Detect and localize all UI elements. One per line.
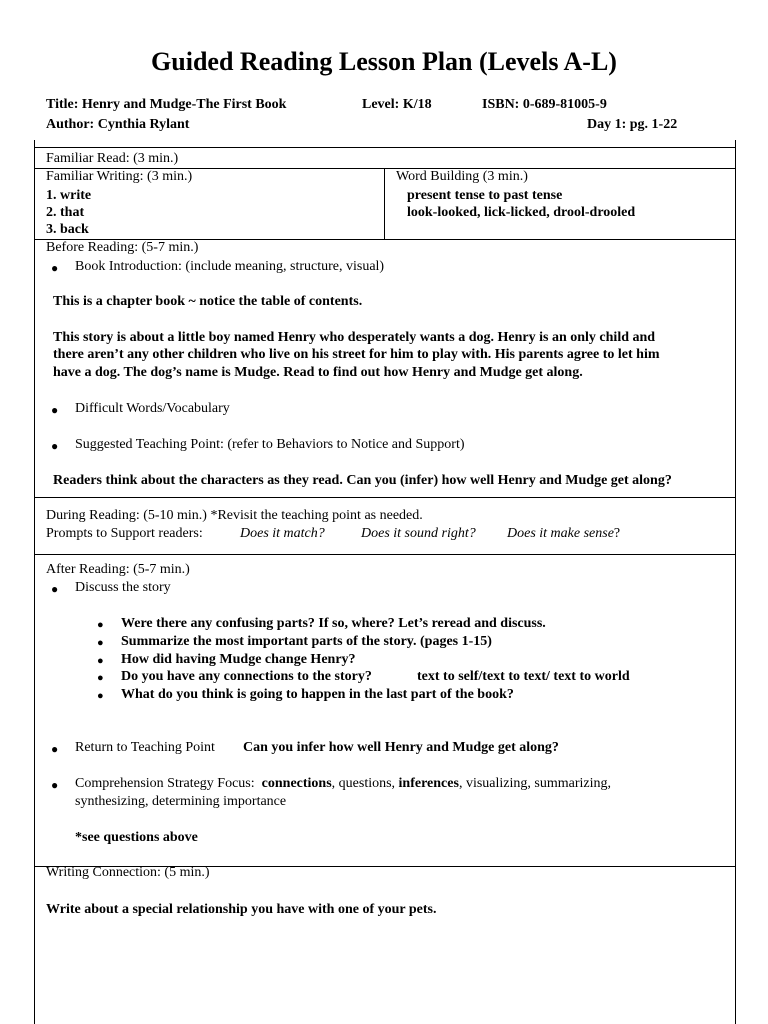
bullet: ● — [51, 261, 59, 275]
table-rule — [34, 497, 735, 498]
sub-bullet: ● — [97, 655, 104, 667]
story-summary-line: there aren’t any other children who live on his street for him to play with. His parents agree to let him — [53, 347, 660, 362]
bullet: ● — [51, 403, 59, 417]
discussion-question: What do you think is going to happen in the last part of the book? — [121, 687, 514, 702]
sub-bullet: ● — [97, 619, 104, 631]
prompt: Does it match? — [240, 526, 325, 541]
discussion-question: Were there any confusing parts? If so, where? Let’s reread and discuss. — [121, 616, 546, 631]
story-summary-line: This story is about a little boy named Henry who desperately wants a dog. Henry is an only child and — [53, 330, 656, 345]
header-title: Title: Henry and Mudge-The First Book — [46, 97, 287, 112]
bullet: ● — [51, 582, 59, 596]
prompt: Does it make sense? — [507, 526, 621, 541]
table-rule — [34, 554, 735, 555]
difficult-words: Difficult Words/Vocabulary — [75, 401, 230, 416]
header-level: Level: K/18 — [362, 97, 432, 112]
discussion-question: Summarize the most important parts of the story. (pages 1-15) — [121, 634, 492, 649]
return-question: Can you infer how well Henry and Mudge get along? — [243, 740, 559, 755]
strategy-focus-line2: synthesizing, determining importance — [75, 794, 287, 809]
chapter-note: This is a chapter book ~ notice the table of contents. — [53, 294, 363, 309]
familiar-read-label: Familiar Read: (3 min.) — [46, 151, 179, 166]
header-author: Author: Cynthia Rylant — [46, 117, 190, 132]
prompts-label: Prompts to Support readers: — [46, 526, 203, 541]
connections-types: text to self/text to text/ text to world — [417, 669, 630, 684]
after-reading-label: After Reading: (5-7 min.) — [46, 562, 190, 577]
teaching-point: Suggested Teaching Point: (refer to Behaviors to Notice and Support) — [75, 437, 465, 452]
discussion-question: How did having Mudge change Henry? — [121, 652, 356, 667]
bullet: ● — [51, 742, 59, 756]
page-title: Guided Reading Lesson Plan (Levels A-L) — [151, 47, 617, 76]
strategy-focus: Comprehension Strategy Focus: connections, questions, inferences, visualizing, summarizing, — [75, 776, 611, 791]
sub-bullet: ● — [97, 637, 104, 649]
header-isbn: ISBN: 0-689-81005-9 — [482, 97, 607, 112]
see-questions-note: *see questions above — [75, 830, 198, 845]
word-building-label: Word Building (3 min.) — [396, 169, 528, 184]
word-building-line: present tense to past tense — [407, 188, 563, 203]
return-teaching-point: Return to Teaching Point — [75, 740, 215, 755]
discussion-question: Do you have any connections to the story? — [121, 669, 372, 684]
table-divider — [384, 168, 385, 239]
familiar-writing-item: 2. that — [46, 205, 85, 220]
teaching-question: Readers think about the characters as they read. Can you (infer) how well Henry and Mudge get along? — [53, 473, 672, 488]
bullet: ● — [51, 778, 59, 792]
familiar-writing-label: Familiar Writing: (3 min.) — [46, 169, 193, 184]
prompt: Does it sound right? — [361, 526, 476, 541]
sub-bullet: ● — [97, 672, 104, 684]
writing-prompt: Write about a special relationship you have with one of your pets. — [46, 902, 437, 917]
sub-bullet: ● — [97, 690, 104, 702]
header-day: Day 1: pg. 1-22 — [587, 117, 678, 132]
writing-connection-label: Writing Connection: (5 min.) — [46, 865, 210, 880]
familiar-writing-item: 1. write — [46, 188, 92, 203]
before-reading-label: Before Reading: (5-7 min.) — [46, 240, 199, 255]
bullet: ● — [51, 439, 59, 453]
discuss-story: Discuss the story — [75, 580, 171, 595]
story-summary-line: have a dog. The dog’s name is Mudge. Read to find out how Henry and Mudge get along. — [53, 365, 583, 380]
familiar-writing-item: 3. back — [46, 222, 89, 237]
word-building-line: look-looked, lick-licked, drool-drooled — [407, 205, 636, 220]
during-reading-label: During Reading: (5-10 min.) *Revisit the teaching point as needed. — [46, 508, 423, 523]
book-intro: Book Introduction: (include meaning, structure, visual) — [75, 259, 385, 274]
table-rule — [34, 147, 735, 148]
